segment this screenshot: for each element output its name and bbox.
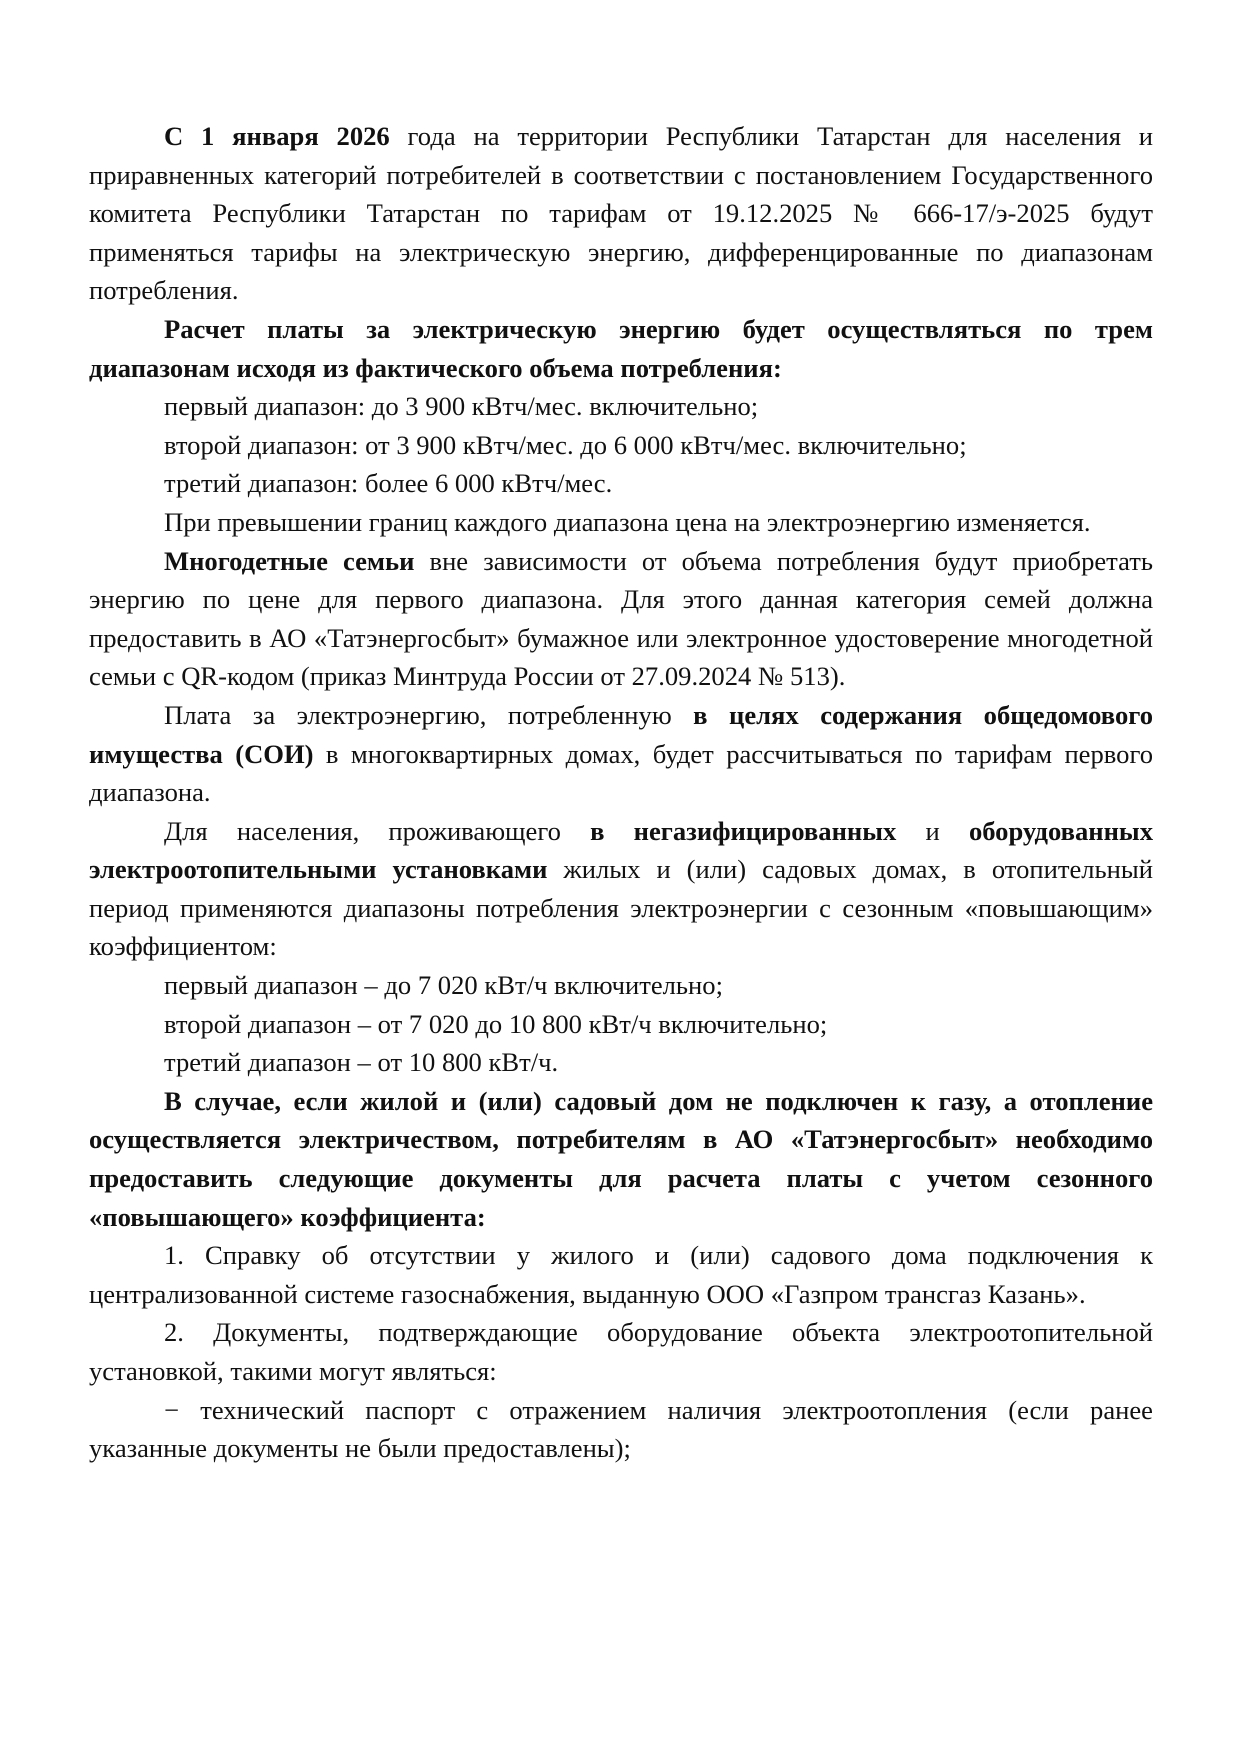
list-item-range-3	[89, 464, 1153, 503]
large-families-text: вне зависимости от объема потребления будут приобретать энергию по цене для первого диапазона. Для этого данная категория семей должна предоставить в АО «Татэнергосбыт» бумажное или электронное удостоверение многодетной семьи с QR-кодом (приказ Минтруда России от 27.09.2024 № 513).	[89, 545, 1153, 692]
doc-2-passport-text: − технический паспорт с отражением наличия электроотопления (если ранее указанные документы не были предоставлены);	[89, 1394, 1153, 1464]
paragraph-doc-2-passport	[89, 1391, 1153, 1468]
common-property-text-1: Плата за электроэнергию, потребленную	[164, 699, 694, 730]
calc-heading-text: Расчет платы за электрическую энергию будет осуществляться по трем диапазонам исходя из фактического объема потребления:	[89, 313, 1153, 383]
list-item-season-range-3	[89, 1043, 1153, 1082]
doc-1-text: 1. Справку об отсутствии у жилого и (или) садового дома подключения к централизованной системе газоснабжения, выданную ООО «Газпром трансгаз Казань».	[89, 1240, 1153, 1309]
range-1-text: первый диапазон: до 3 900 кВтч/мес. включительно;	[164, 391, 759, 422]
list-item-range-1	[89, 387, 1153, 426]
range-3-text: третий диапазон: более 6 000 кВтч/мес.	[164, 468, 613, 499]
common-property-bold: в целях содержания общедомового имущества (СОИ)	[89, 699, 1153, 769]
paragraph-doc-1	[89, 1236, 1153, 1313]
doc-2-text: 2. Документы, подтверждающие оборудование объекта электроотопительной установкой, такими могут являться:	[89, 1317, 1153, 1386]
non-gasified-text-3: жилых и (или) садовых домах, в отопительный период применяются диапазоны потребления электроэнергии с сезонным «повышающим» коэффициентом:	[89, 854, 1153, 962]
paragraph-intro	[89, 117, 1153, 310]
paragraph-common-property	[89, 696, 1153, 812]
documents-heading-text: В случае, если жилой и (или) садовый дом не подключен к газу, а отопление осуществляется электричеством, потребителям в АО «Татэнергосбыт» необходимо предоставить следующие документы для расчета платы с учетом сезонного «повышающего» коэффициента:	[89, 1085, 1153, 1232]
season-range-3-text: третий диапазон – от 10 800 кВт/ч.	[164, 1047, 559, 1078]
paragraph-non-gasified	[89, 812, 1153, 966]
large-families-label: Многодетные семьи	[164, 545, 415, 576]
paragraph-doc-2	[89, 1313, 1153, 1390]
season-range-2-text: второй диапазон – от 7 020 до 10 800 кВт/ч включительно;	[164, 1008, 828, 1039]
range-2-text: второй диапазон: от 3 900 кВтч/мес. до 6 000 кВтч/мес. включительно;	[164, 429, 967, 460]
non-gasified-text-1: Для населения, проживающего	[164, 815, 591, 846]
list-item-season-range-2	[89, 1005, 1153, 1044]
paragraph-price-change	[89, 503, 1153, 542]
list-item-range-2	[89, 426, 1153, 465]
price-change-text: При превышении границ каждого диапазона цена на электроэнергию изменяется.	[164, 506, 1091, 537]
paragraph-large-families	[89, 542, 1153, 696]
non-gasified-bold-1: в негазифицированных	[590, 815, 897, 846]
common-property-text-2: в многоквартирных домах, будет рассчитываться по тарифам первого диапазона.	[89, 738, 1153, 808]
intro-date: С 1 января 2026	[164, 121, 390, 151]
season-range-1-text: первый диапазон – до 7 020 кВт/ч включительно;	[164, 970, 723, 1001]
list-item-season-range-1	[89, 966, 1153, 1005]
paragraph-calc-heading	[89, 310, 1153, 387]
intro-text: года на территории Республики Татарстан для населения и приравненных категорий потребителей в соответствии с постановлением Государственного комитета Республики Татарстан по тарифам от 19.12.2025 № 666-17/э-2025 будут применяться тарифы на электрическую энергию, дифференцированные по диапазонам потребления.	[89, 121, 1153, 306]
non-gasified-text-2: и	[896, 815, 969, 846]
paragraph-documents-heading	[89, 1082, 1153, 1236]
non-gasified-bold-2: оборудованных электроотопительными установками	[89, 815, 1153, 885]
